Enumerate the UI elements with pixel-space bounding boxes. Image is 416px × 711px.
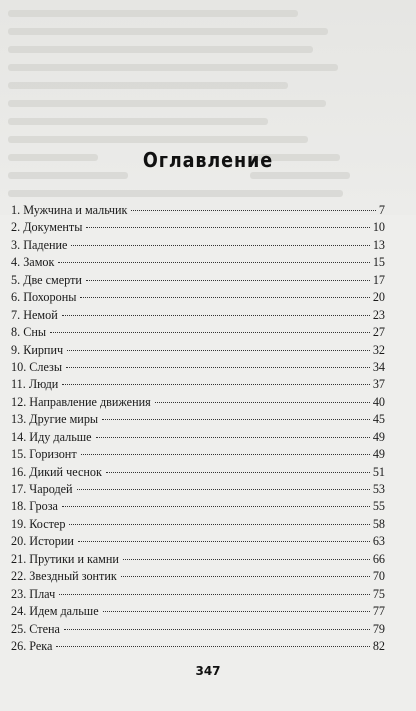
show-through-text: [0, 0, 416, 215]
toc-entry-page: 34: [372, 359, 385, 374]
toc-leader-dots: [131, 210, 376, 211]
toc-entry[interactable]: [11, 254, 385, 271]
toc-leader-dots: [81, 454, 370, 455]
toc-entry-title: 3. Падение: [11, 237, 68, 252]
toc-entry[interactable]: [11, 237, 385, 254]
toc-entry[interactable]: [11, 516, 385, 533]
toc-entry-page: 23: [372, 307, 385, 322]
toc-entry[interactable]: [11, 289, 385, 306]
toc-entry-page: 58: [372, 516, 385, 531]
toc-entry-page: 82: [372, 638, 385, 653]
toc-entry-title: 20. Истории: [11, 534, 74, 549]
toc-entry-title: 11. Люди: [11, 377, 59, 392]
toc-entry[interactable]: [11, 307, 385, 324]
toc-entry-page: 27: [372, 325, 385, 340]
toc-leader-dots: [155, 402, 370, 403]
toc-entry-title: 10. Слезы: [11, 359, 63, 374]
toc-entry-page: 40: [372, 394, 385, 409]
toc-entry-title: 16. Дикий чеснок: [11, 464, 102, 479]
toc-leader-dots: [67, 350, 370, 351]
toc-entry-title: 15. Горизонт: [11, 447, 77, 462]
toc-leader-dots: [102, 419, 370, 420]
toc-entry-page: 17: [372, 272, 385, 287]
toc-entry-page: 70: [372, 569, 385, 584]
toc-leader-dots: [50, 332, 370, 333]
toc-leader-dots: [59, 594, 370, 595]
toc-entry-page: 49: [372, 429, 385, 444]
toc-entry-page: 13: [372, 237, 385, 252]
toc-entry-title: 12. Направление движения: [11, 394, 151, 409]
toc-leader-dots: [103, 611, 370, 612]
toc-leader-dots: [123, 559, 370, 560]
toc-entry[interactable]: [11, 411, 385, 428]
toc-entry[interactable]: [11, 551, 385, 568]
page-number: 347: [195, 664, 221, 678]
toc-entry-page: 20: [372, 290, 385, 305]
toc-entry[interactable]: [11, 324, 385, 341]
toc-leader-dots: [62, 506, 370, 507]
toc-entry[interactable]: [11, 498, 385, 515]
toc-leader-dots: [78, 541, 370, 542]
toc-entry-page: 49: [372, 447, 385, 462]
toc-entry-title: 8. Сны: [11, 325, 47, 340]
toc-entry-page: 32: [372, 342, 385, 357]
toc-leader-dots: [106, 472, 370, 473]
toc-entry-page: 63: [372, 534, 385, 549]
toc-entry-page: 10: [372, 220, 385, 235]
toc-leader-dots: [96, 437, 370, 438]
toc-entry-page: 79: [372, 621, 385, 636]
toc-entry-page: 75: [372, 586, 385, 601]
toc-entry-title: 14. Иду дальше: [11, 429, 92, 444]
toc-entry-title: 2. Документы: [11, 220, 83, 235]
toc-entry-title: 7. Немой: [11, 307, 58, 322]
toc-entry-page: 55: [372, 499, 385, 514]
toc-entry-title: 25. Стена: [11, 621, 60, 636]
toc-entry[interactable]: [11, 342, 385, 359]
toc-entry-title: 13. Другие миры: [11, 412, 99, 427]
toc-entry-title: 19. Костер: [11, 516, 66, 531]
toc-entry[interactable]: [11, 603, 385, 620]
toc-entry-title: 4. Замок: [11, 255, 55, 270]
toc-entry[interactable]: [11, 568, 385, 585]
toc-entry-title: 18. Гроза: [11, 499, 58, 514]
table-of-contents: [11, 202, 385, 655]
toc-entry-title: 21. Прутики и камни: [11, 551, 119, 566]
toc-leader-dots: [64, 629, 370, 630]
toc-entry[interactable]: [11, 533, 385, 550]
toc-entry-title: 9. Кирпич: [11, 342, 64, 357]
toc-entry-title: 17. Чародей: [11, 482, 73, 496]
toc-entry[interactable]: [11, 429, 385, 446]
toc-entry[interactable]: [11, 219, 385, 236]
toc-entry-page: 77: [372, 604, 385, 619]
toc-entry-page: 45: [372, 412, 385, 427]
toc-entry[interactable]: [11, 202, 385, 219]
toc-entry-title: 24. Идем дальше: [11, 604, 99, 619]
toc-leader-dots: [69, 524, 369, 525]
toc-entry-page: 66: [372, 551, 385, 566]
toc-entry[interactable]: [11, 272, 385, 289]
toc-entry-title: 22. Звездный зонтик: [11, 569, 117, 584]
toc-leader-dots: [80, 297, 369, 298]
toc-entry-page: 15: [372, 255, 385, 270]
toc-entry[interactable]: [11, 464, 385, 481]
toc-leader-dots: [62, 384, 370, 385]
toc-leader-dots: [86, 280, 370, 281]
toc-entry-page: 37: [372, 377, 385, 392]
toc-entry[interactable]: [11, 481, 385, 498]
toc-leader-dots: [71, 245, 369, 246]
toc-entry-title: 26. Река: [11, 638, 53, 653]
toc-leader-dots: [66, 367, 370, 368]
toc-leader-dots: [86, 227, 369, 228]
toc-entry-page: 53: [372, 482, 385, 496]
toc-leader-dots: [121, 576, 370, 577]
toc-entry[interactable]: [11, 638, 385, 655]
toc-entry[interactable]: [11, 359, 385, 376]
toc-entry[interactable]: [11, 586, 385, 603]
toc-entry-title: 1. Мужчина и мальчик: [11, 203, 128, 217]
toc-entry[interactable]: [11, 394, 385, 411]
toc-entry-title: 6. Похороны: [11, 290, 77, 305]
toc-entry-title: 5. Две смерти: [11, 272, 82, 287]
toc-entry[interactable]: [11, 621, 385, 638]
toc-entry[interactable]: [11, 446, 385, 463]
toc-heading: Оглавление: [142, 148, 274, 172]
toc-entry-page: 51: [372, 464, 385, 479]
toc-leader-dots: [62, 315, 370, 316]
toc-leader-dots: [77, 489, 370, 490]
toc-entry[interactable]: [11, 376, 385, 393]
toc-entry-page: 7: [378, 203, 385, 217]
toc-leader-dots: [58, 262, 369, 263]
toc-entry-title: 23. Плач: [11, 586, 56, 601]
toc-leader-dots: [56, 646, 369, 647]
